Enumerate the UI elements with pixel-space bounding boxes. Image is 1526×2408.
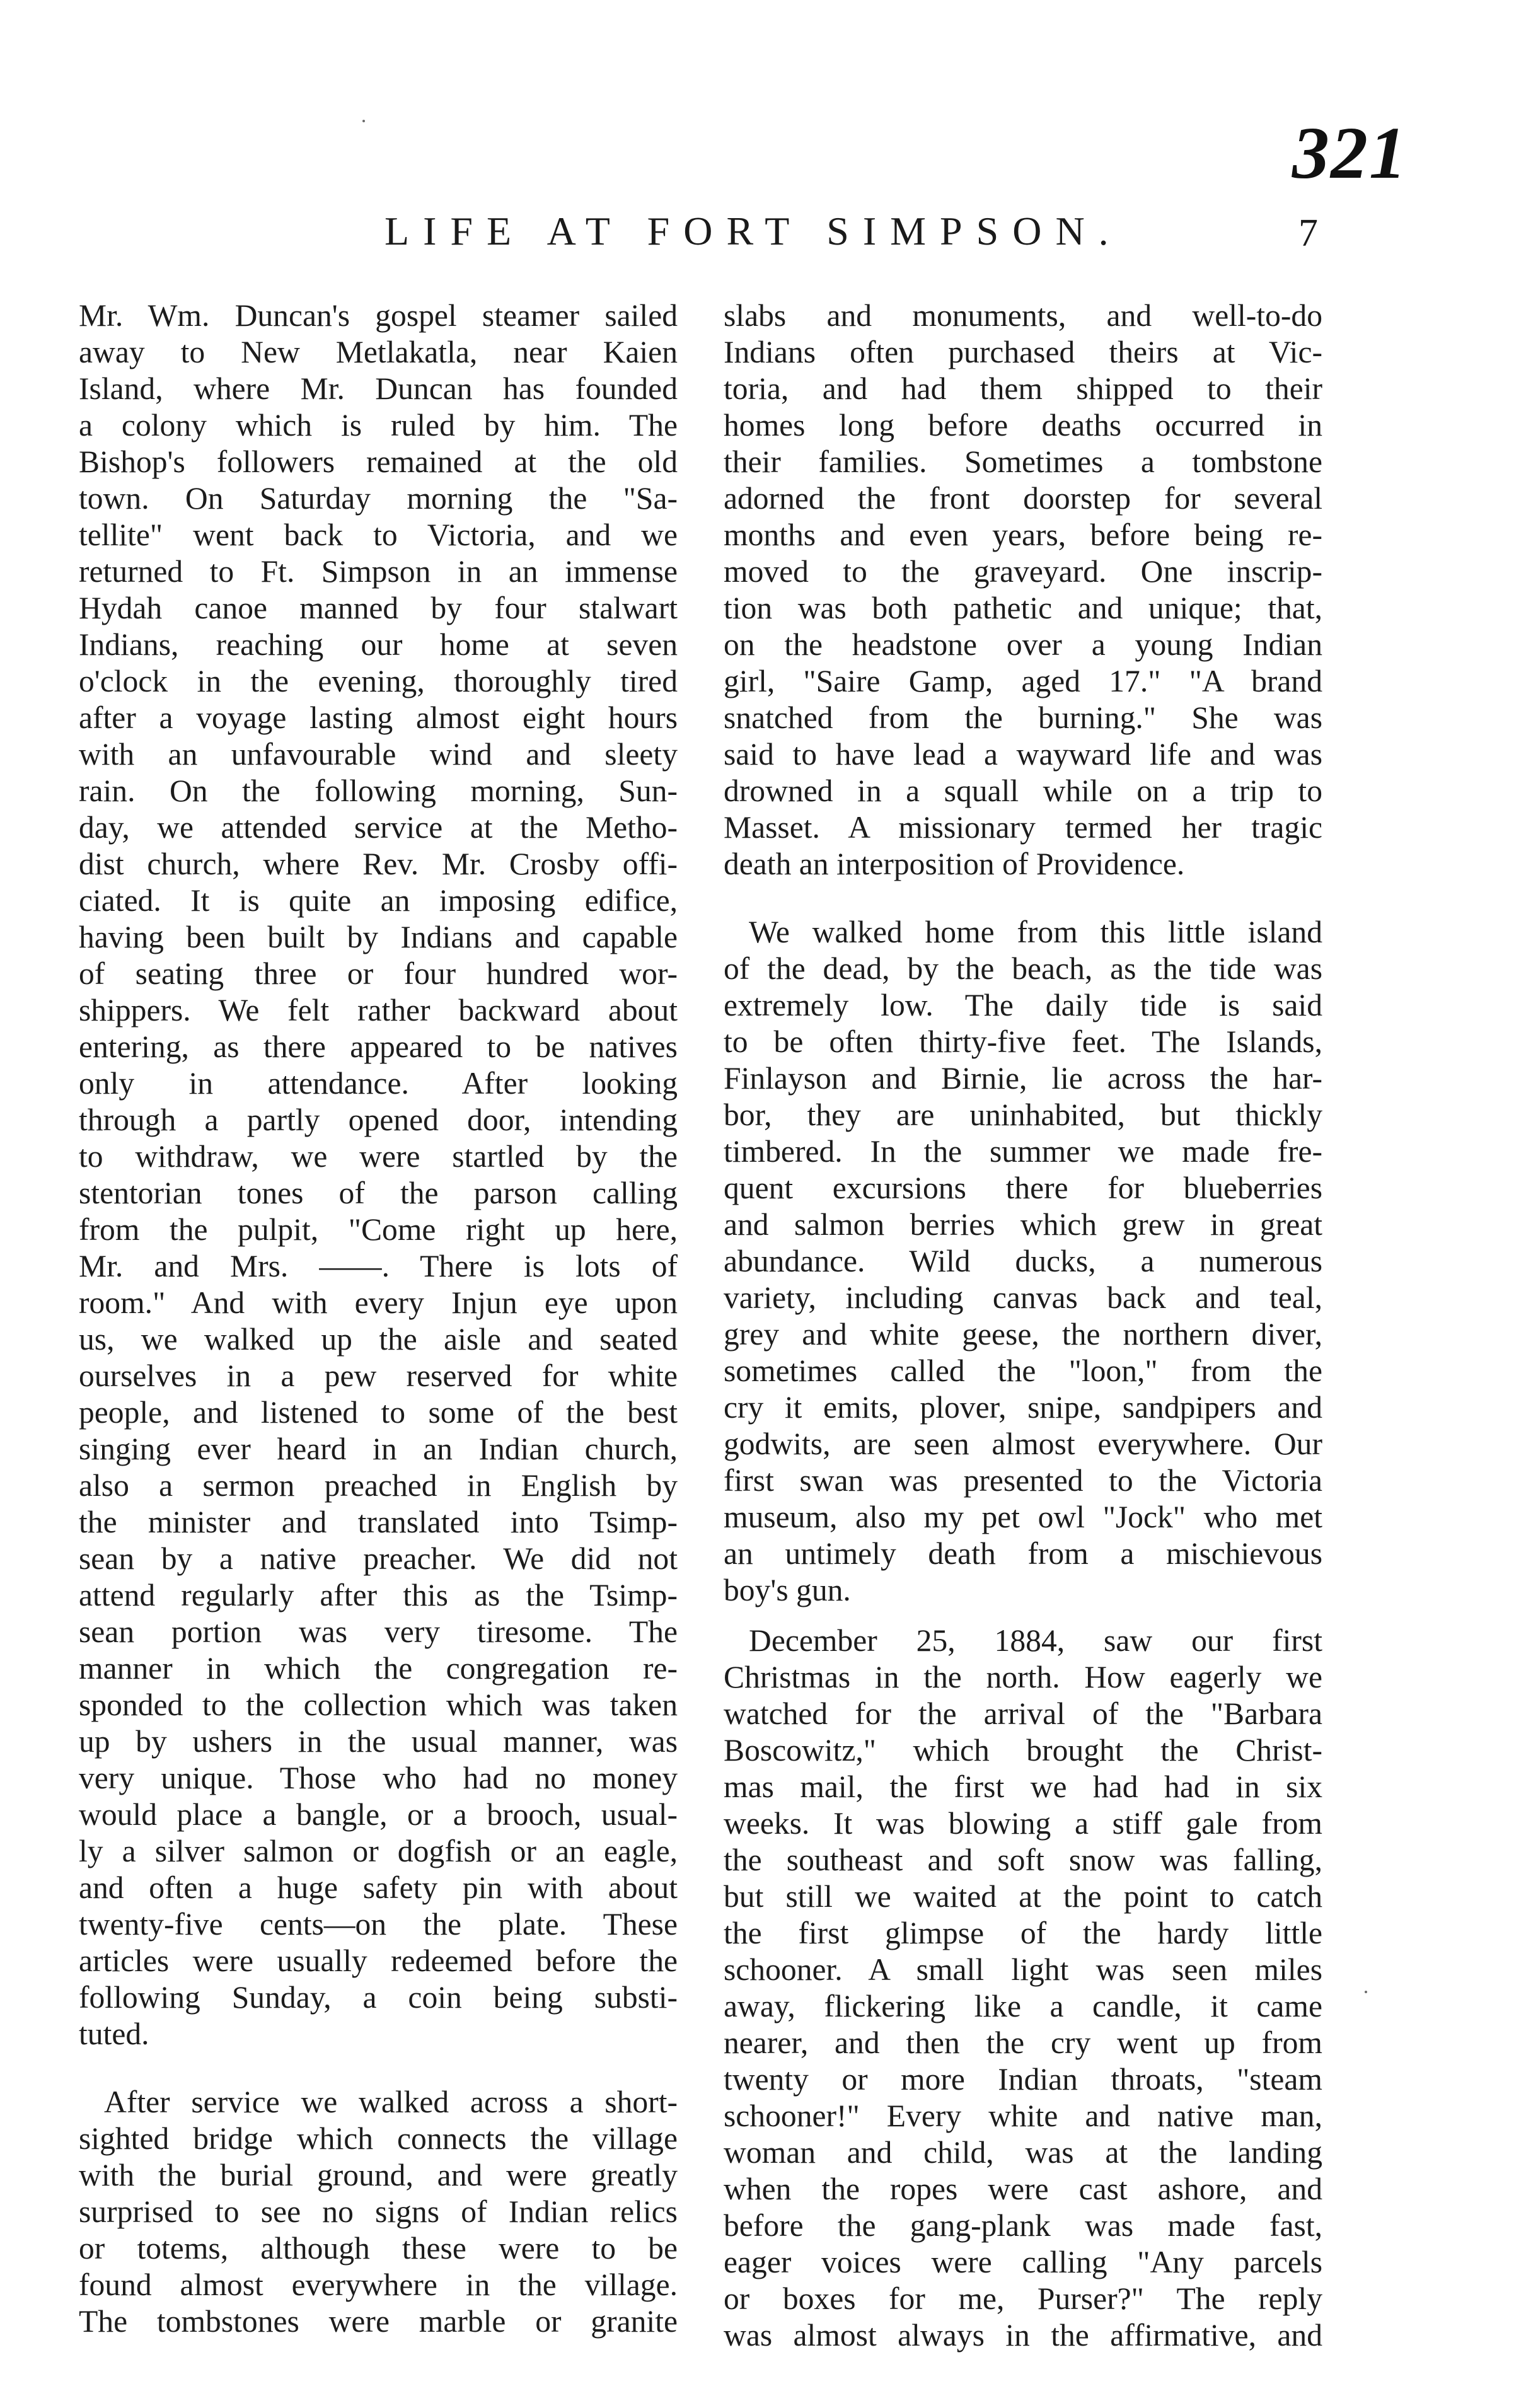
text-line: having been built by Indians and capable [79, 920, 678, 954]
paragraph-burial-ground-cont [79, 2121, 678, 2340]
text-line: snatched from the burning." She was [724, 700, 1322, 735]
text-line: Mr. Wm. Duncan's gospel steamer sailed [79, 298, 678, 333]
text-line: months and even years, before being re- [724, 518, 1322, 552]
text-line: eager voices were calling "Any parcels [724, 2245, 1322, 2279]
text-line: to be often thirty-five feet. The Islands, [724, 1024, 1322, 1059]
text-line: was almost always in the affirmative, and [724, 2318, 1322, 2353]
paragraph-church-service [79, 298, 678, 2052]
text-line: ly a silver salmon or dogfish or an eagle, [79, 1834, 678, 1868]
text-line: tellite" went back to Victoria, and we [79, 518, 678, 552]
running-head: LIFE AT FORT SIMPSON. [384, 209, 1123, 253]
text-line: After service we walked across a short- [104, 2085, 678, 2119]
text-line: ourselves in a pew reserved for white [79, 1358, 678, 1393]
right-column [724, 298, 1322, 2354]
text-line: their families. Sometimes a tombstone [724, 444, 1322, 479]
text-line: room." And with every Injun eye upon [79, 1285, 678, 1320]
text-line: sighted bridge which connects the village [79, 2121, 678, 2156]
text-line: surprised to see no signs of Indian relics [79, 2194, 678, 2229]
text-line: following Sunday, a coin being substi- [79, 1980, 678, 2015]
text-line: town. On Saturday morning the "Sa- [79, 481, 678, 516]
text-line: cry it emits, plover, snipe, sandpipers and [724, 1390, 1322, 1425]
paragraph-christmas [724, 1623, 1322, 2354]
text-line: of the dead, by the beach, as the tide was [724, 951, 1322, 986]
text-line: death an interposition of Providence. [724, 847, 1185, 881]
text-line: sometimes called the "loon," from the [724, 1353, 1322, 1388]
text-line: articles were usually redeemed before the [79, 1943, 678, 1978]
paper-speck [362, 120, 365, 122]
text-line: but still we waited at the point to catch [724, 1879, 1322, 1914]
text-line: grey and white geese, the northern diver, [724, 1317, 1322, 1352]
text-line: singing ever heard in an Indian church, [79, 1432, 678, 1466]
text-line: attend regularly after this as the Tsimp- [79, 1578, 678, 1612]
text-line: Hydah canoe manned by four stalwart [79, 591, 678, 625]
text-line: us, we walked up the aisle and seated [79, 1322, 678, 1357]
text-line: Finlayson and Birnie, lie across the har- [724, 1061, 1322, 1096]
text-line: abundance. Wild ducks, a numerous [724, 1244, 1322, 1278]
handwritten-page-number: 321 [1292, 112, 1408, 194]
text-line: girl, "Saire Gamp, aged 17." "A brand [724, 664, 1322, 698]
text-line: godwits, are seen almost everywhere. Our [724, 1427, 1322, 1461]
text-line: Boscowitz," which brought the Christ- [724, 1733, 1322, 1768]
text-line: very unique. Those who had no money [79, 1761, 678, 1795]
text-line: the first glimpse of the hardy little [724, 1916, 1322, 1950]
text-line: boy's gun. [724, 1573, 851, 1607]
text-line: moved to the graveyard. One inscrip- [724, 554, 1322, 589]
text-line: mas mail, the first we had had in six [724, 1769, 1322, 1804]
text-line: Island, where Mr. Duncan has founded [79, 371, 678, 406]
text-line: sean by a native preacher. We did not [79, 1541, 678, 1576]
text-line: timbered. In the summer we made fre- [724, 1134, 1322, 1169]
text-line: quent excursions there for blueberries [724, 1171, 1322, 1205]
text-line: ciated. It is quite an imposing edifice, [79, 883, 678, 918]
text-line: shippers. We felt rather backward about [79, 993, 678, 1027]
text-line: twenty-five cents—on the plate. These [79, 1907, 678, 1942]
text-line: Mr. and Mrs. ——. There is lots of [79, 1249, 678, 1283]
text-line: The tombstones were marble or granite [79, 2304, 678, 2339]
text-line: bor, they are uninhabited, but thickly [724, 1097, 1322, 1132]
text-line: drowned in a squall while on a trip to [724, 773, 1322, 808]
text-line: returned to Ft. Simpson in an immense [79, 554, 678, 589]
text-line: only in attendance. After looking [79, 1066, 678, 1101]
text-line: extremely low. The daily tide is said [724, 988, 1322, 1022]
text-line: We walked home from this little island [749, 915, 1322, 949]
text-line: and often a huge safety pin with about [79, 1870, 678, 1905]
text-line: away to New Metlakatla, near Kaien [79, 335, 678, 369]
text-line: to withdraw, we were startled by the [79, 1139, 678, 1174]
text-line: December 25, 1884, saw our first [749, 1623, 1322, 1658]
text-line: watched for the arrival of the "Barbara [724, 1696, 1322, 1731]
paper-speck [1365, 1991, 1367, 1993]
paragraph-tombstones [724, 298, 1322, 883]
text-line: before the gang-plank was made fast, [724, 2208, 1322, 2243]
text-line: dist church, where Rev. Mr. Crosby offi- [79, 847, 678, 881]
text-line: tion was both pathetic and unique; that, [724, 591, 1322, 625]
text-line: sean portion was very tiresome. The [79, 1614, 678, 1649]
text-line: museum, also my pet owl "Jock" who met [724, 1500, 1322, 1534]
text-line: entering, as there appeared to be natives [79, 1029, 678, 1064]
left-column [79, 298, 678, 2340]
text-line: Masset. A missionary termed her tragic [724, 810, 1322, 845]
text-line: found almost everywhere in the village. [79, 2267, 678, 2302]
text-line: woman and child, was at the landing [724, 2135, 1322, 2170]
paragraph-walk-home [724, 914, 1322, 1609]
text-line: the southeast and soft snow was falling, [724, 1843, 1322, 1877]
text-line: sponded to the collection which was taken [79, 1687, 678, 1722]
text-line: day, we attended service at the Metho- [79, 810, 678, 845]
text-line: an untimely death from a mischievous [724, 1536, 1322, 1571]
text-line: also a sermon preached in English by [79, 1468, 678, 1503]
text-line: first swan was presented to the Victoria [724, 1463, 1322, 1498]
paragraph-gap [724, 883, 1322, 914]
page-number: 7 [1298, 212, 1318, 255]
text-line: up by ushers in the usual manner, was [79, 1724, 678, 1759]
text-line: variety, including canvas back and teal, [724, 1280, 1322, 1315]
text-line: schooner!" Every white and native man, [724, 2098, 1322, 2133]
text-line: when the ropes were cast ashore, and [724, 2172, 1322, 2206]
text-line: tuted. [79, 2017, 149, 2051]
text-line: from the pulpit, "Come right up here, [79, 1212, 678, 1247]
text-line: the minister and translated into Tsimp- [79, 1505, 678, 1539]
text-line: weeks. It was blowing a stiff gale from [724, 1806, 1322, 1841]
paragraph-gap [79, 2052, 678, 2084]
text-line: away, flickering like a candle, it came [724, 1989, 1322, 2023]
text-line: and salmon berries which grew in great [724, 1207, 1322, 1242]
text-line: with the burial ground, and were greatly [79, 2158, 678, 2192]
text-line: rain. On the following morning, Sun- [79, 773, 678, 808]
paragraph-gap [724, 1609, 1322, 1623]
text-line: twenty or more Indian throats, "steam [724, 2062, 1322, 2097]
text-line: Bishop's followers remained at the old [79, 444, 678, 479]
text-line: adorned the front doorstep for several [724, 481, 1322, 516]
text-line: slabs and monuments, and well-to-do [724, 298, 1322, 333]
text-line: Christmas in the north. How eagerly we [724, 1660, 1322, 1694]
text-line: nearer, and then the cry went up from [724, 2025, 1322, 2060]
text-line: or boxes for me, Purser?" The reply [724, 2281, 1322, 2316]
text-line: Indians, reaching our home at seven [79, 627, 678, 662]
text-line: homes long before deaths occurred in [724, 408, 1322, 443]
text-line: said to have lead a wayward life and was [724, 737, 1322, 772]
text-line: schooner. A small light was seen miles [724, 1952, 1322, 1987]
text-line: of seating three or four hundred wor- [79, 956, 678, 991]
text-line: would place a bangle, or a brooch, usual- [79, 1797, 678, 1832]
text-line: or totems, although these were to be [79, 2231, 678, 2266]
text-line: on the headstone over a young Indian [724, 627, 1322, 662]
text-line: after a voyage lasting almost eight hours [79, 700, 678, 735]
text-line: o'clock in the evening, thoroughly tired [79, 664, 678, 698]
text-line: with an unfavourable wind and sleety [79, 737, 678, 772]
text-line: Indians often purchased theirs at Vic- [724, 335, 1322, 369]
text-line: manner in which the congregation re- [79, 1651, 678, 1686]
text-line: toria, and had them shipped to their [724, 371, 1322, 406]
text-line: people, and listened to some of the best [79, 1395, 678, 1430]
text-line: through a partly opened door, intending [79, 1103, 678, 1137]
text-line: stentorian tones of the parson calling [79, 1176, 678, 1210]
text-line: a colony which is ruled by him. The [79, 408, 678, 443]
paragraph-burial-ground [79, 2084, 678, 2121]
